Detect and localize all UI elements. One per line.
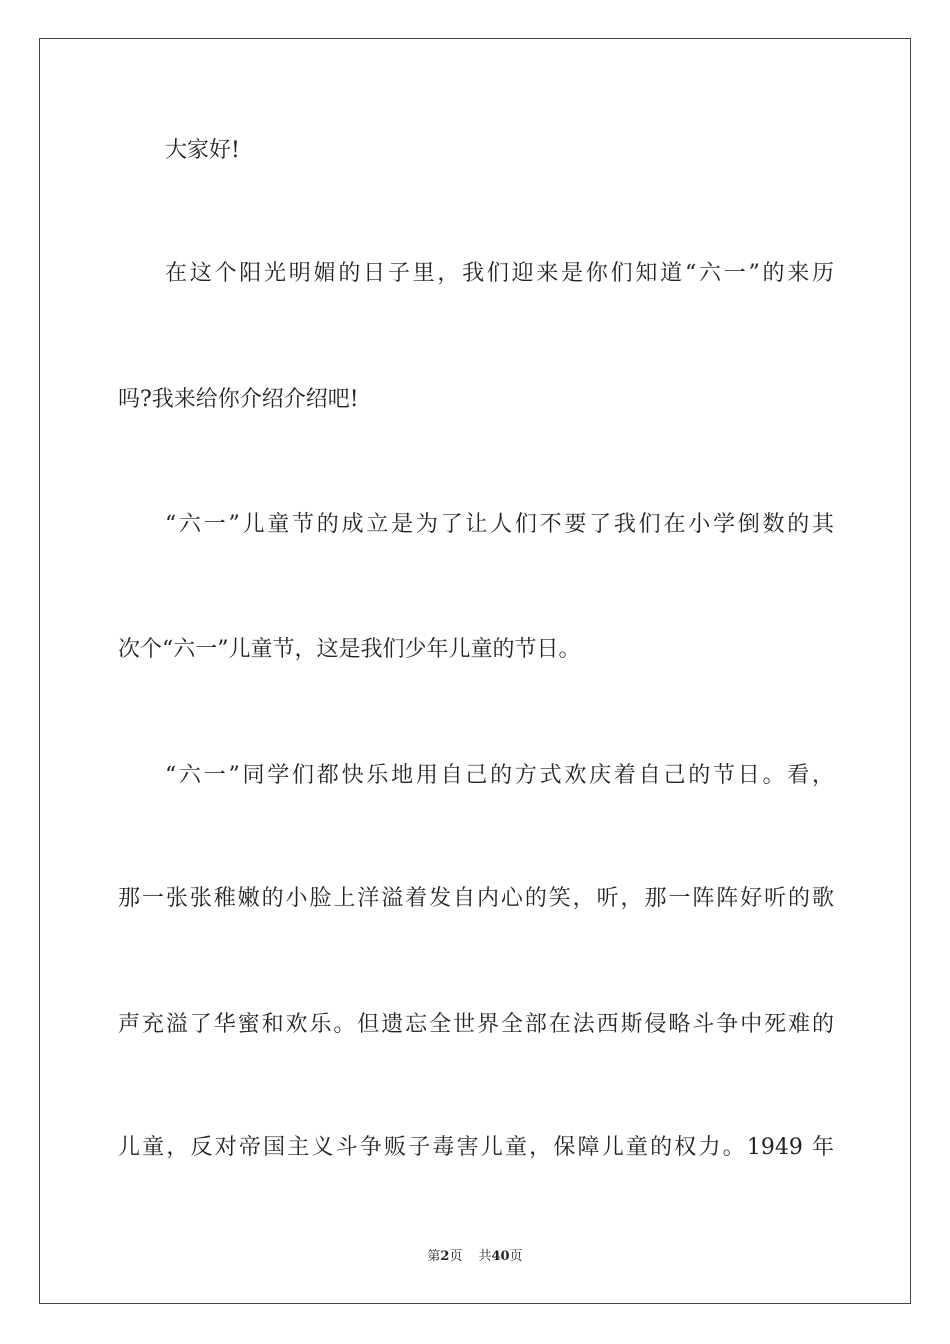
body-text-line: “六一”儿童节的成立是为了让人们不要了我们在小学倒数的其: [165, 512, 834, 537]
total-label-suffix: 页: [509, 1249, 523, 1264]
body-text-line: 那一张张稚嫩的小脸上洋溢着发自内心的笑，听，那一阵阵好听的歌: [118, 886, 834, 911]
page-label-suffix: 页: [449, 1249, 463, 1264]
page-number: 2: [440, 1249, 450, 1264]
body-text-line: 在这个阳光明媚的日子里，我们迎来是你们知道“六一”的来历: [165, 261, 834, 286]
page-footer: [0, 1249, 950, 1265]
page-label-prefix: 第: [427, 1249, 441, 1264]
total-label-prefix: 共: [478, 1249, 492, 1264]
body-text-line: 声充溢了华蜜和欢乐。但遗忘全世界全部在法西斯侵略斗争中死难的: [118, 1012, 834, 1037]
total-pages: 40: [491, 1249, 510, 1264]
body-text-line: “六一”同学们都快乐地用自己的方式欢庆着自己的节日。看，: [165, 763, 834, 788]
body-text-line: 次个“六一”儿童节，这是我们少年儿童的节日。: [118, 637, 581, 662]
page-border: [39, 38, 911, 1304]
body-text-line: 儿童，反对帝国主义斗争贩子毒害儿童，保障儿童的权力。1949 年: [118, 1135, 834, 1160]
body-text-line: 吗?我来给你介绍介绍吧!: [118, 387, 359, 412]
greeting-line: 大家好!: [165, 138, 240, 163]
